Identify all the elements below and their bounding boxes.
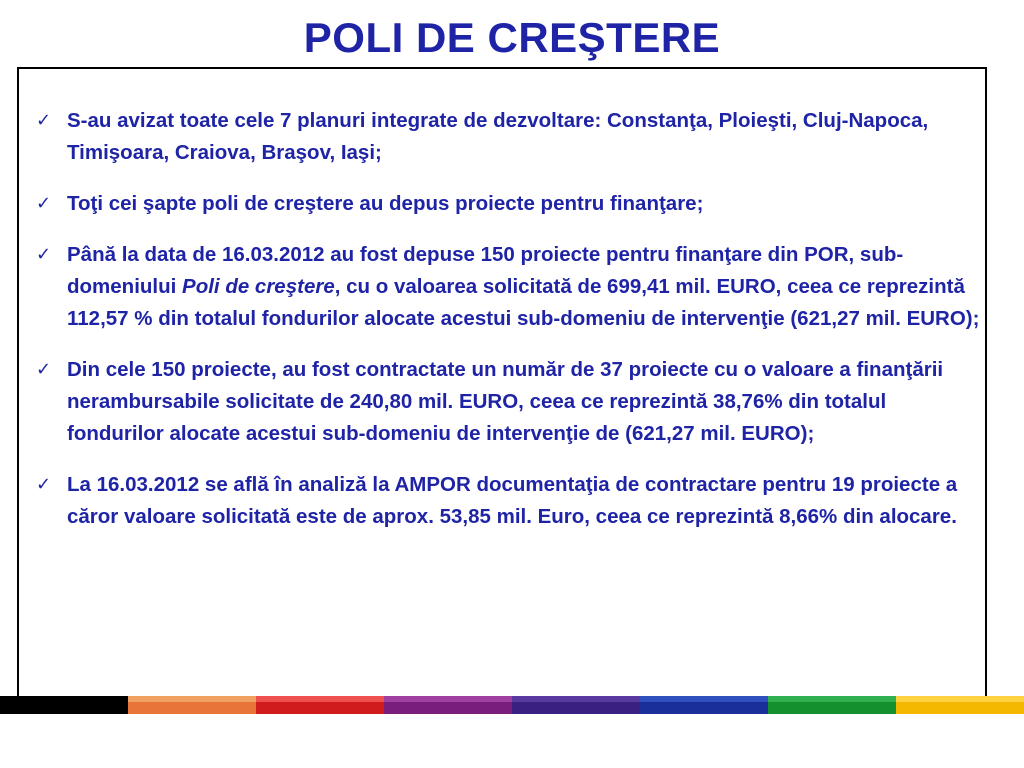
bullet-text-after: , cu o valoarea solicitată de 699,41 mil. EURO, ceea ce reprezintă 112,57 % din totalul fondurilor alocate acestui sub-domeniu de intervenţie (621,27 mil. EURO); [67, 275, 980, 330]
check-icon: ✓ [36, 193, 52, 214]
color-stripe-bar [0, 696, 1024, 714]
bullet-text: S-au avizat toate cele 7 planuri integrate de dezvoltare: Constanţa, Ploieşti, Cluj-Napoca, Timişoara, Craiova, Braşov, Iaşi; [67, 109, 929, 164]
color-stripe-segment [512, 696, 640, 714]
color-stripe-segment [640, 696, 768, 714]
slide-title: POLI DE CREŞTERE [303, 14, 721, 61]
color-stripe-segment [256, 696, 384, 714]
check-icon: ✓ [36, 359, 52, 380]
bullet-list [19, 105, 989, 552]
bullet-item [19, 239, 989, 335]
bullet-text: Toţi cei şapte poli de creştere au depus proiecte pentru finanţare; [67, 192, 704, 215]
bullet-text-before: Până la data de 16.03.2012 au fost depuse 150 proiecte pentru finanţare din POR, sub-domeniului [67, 243, 904, 298]
color-stripe-segment [768, 696, 896, 714]
check-icon: ✓ [36, 110, 52, 131]
color-stripe-segment [896, 696, 1024, 714]
content-box [17, 67, 987, 705]
check-icon: ✓ [36, 244, 52, 265]
bullet-item [19, 105, 989, 169]
bullet-text: La 16.03.2012 se află în analiză la AMPOR documentaţia de contractare pentru 19 proiecte a căror valoare solicitată este de aprox. 53,85 mil. Euro, ceea ce reprezintă 8,66% din alocare. [67, 473, 958, 528]
check-icon: ✓ [36, 474, 52, 495]
color-stripe-segment [0, 696, 128, 714]
color-stripe-segment [128, 696, 256, 714]
bullet-text: Din cele 150 proiecte, au fost contractate un număr de 37 proiecte cu o valoare a finanţării nerambursabile solicitate de 240,80 mil. EURO, ceea ce reprezintă 38,76% din totalul fondurilor alocate acestui sub-domeniu de intervenţie de (621,27 mil. EURO); [67, 358, 944, 445]
color-stripe-segment [384, 696, 512, 714]
bullet-text-italic: Poli de creştere [182, 275, 335, 298]
bullet-item [19, 354, 989, 450]
bullet-item [19, 469, 989, 533]
bullet-item [19, 188, 989, 220]
